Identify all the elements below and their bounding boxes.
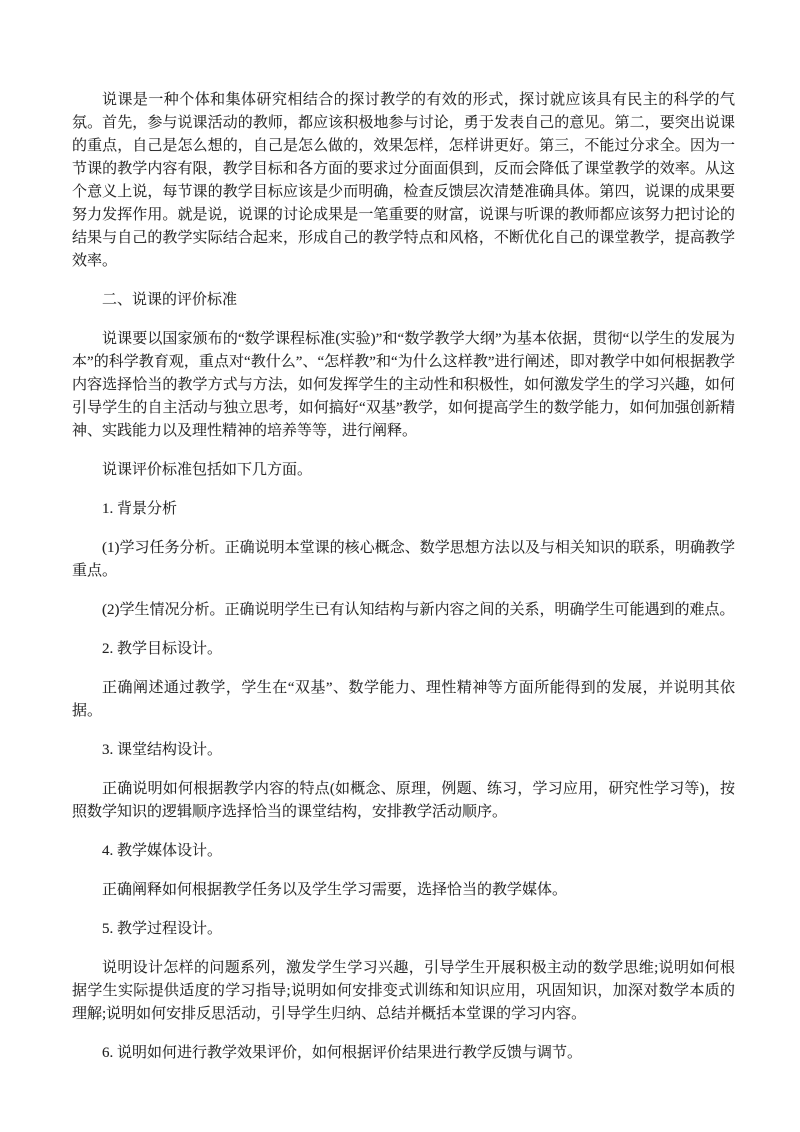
numbered-heading-1: 1. 背景分析 [102, 501, 178, 517]
section-heading: 二、说课的评价标准 [102, 292, 238, 308]
paragraph: 说课评价标准包括如下几方面。 [102, 462, 313, 478]
paragraph: 正确阐释如何根据教学任务以及学生学习需要，选择恰当的教学媒体。 [102, 882, 568, 898]
numbered-heading-4: 4. 教学媒体设计。 [102, 843, 223, 859]
numbered-heading-2: 2. 教学目标设计。 [102, 641, 223, 657]
paragraph: 说明设计怎样的问题系列，激发学生学习兴趣，引导学生开展积极主动的数学思维;说明如何根据学生实际提供适度的学习指导;说明如何安排变式训练和知识应用，巩固知识，加深对数学本质的理解;说明如何安排反思活动，引导学生归纳、总结并概括本堂课的学习内容。 [72, 960, 735, 1022]
paragraph: 正确阐述通过教学，学生在“双基”、数学能力、理性精神等方面所能得到的发展，并说明其依据。 [72, 680, 735, 719]
intro-paragraph: 说课是一种个体和集体研究相结合的探讨教学的有效的形式，探讨就应该具有民主的科学的气氛。首先，参与说课活动的教师，都应该积极地参与讨论，勇于发表自己的意见。第二，要突出说课的重点，自己是怎么想的，自己是怎么做的，效果怎样，怎样讲更好。第三，不能过分求全。因为一节课的教学内容有限，教学目标和各方面的要求过分面面俱到，反而会降低了课堂教学的效率。从这个意义上说，每节课的教学目标应该是少而明确，检查反馈层次清楚准确具体。第四，说课的成果要努力发挥作用。就是说，说课的讨论成果是一笔重要的财富，说课与听课的教师都应该努力把讨论的结果与自己的教学实际结合起来，形成自己的教学特点和风格，不断优化自己的课堂教学，提高教学效率。 [72, 92, 735, 269]
numbered-heading-5: 5. 教学过程设计。 [102, 921, 223, 937]
paragraph: 说课要以国家颁布的“数学课程标准(实验)”和“数学教学大纲”为基本依据，贯彻“以学生的发展为本”的科学教育观，重点对“教什么”、“怎样教”和“为什么这样教”进行阐述，即对教学中如何根据教学内容选择恰当的教学方式与方法，如何发挥学生的主动性和积极性，如何激发学生的学习兴趣，如何引导学生的自主活动与独立思考，如何搞好“双基”教学，如何提高学生的数学能力，如何加强创新精神、实践能力以及理性精神的培养等等，进行阐释。 [72, 331, 735, 439]
numbered-item-6: 6. 说明如何进行教学效果评价，如何根据评价结果进行教学反馈与调节。 [102, 1045, 583, 1061]
numbered-heading-3: 3. 课堂结构设计。 [102, 742, 223, 758]
sub-item-2: (2)学生情况分析。正确说明学生已有认知结构与新内容之间的关系，明确学生可能遇到的难点。 [102, 602, 735, 618]
sub-item-1: (1)学习任务分析。正确说明本堂课的核心概念、数学思想方法以及与相关知识的联系，明确教学重点。 [72, 540, 735, 579]
paragraph: 正确说明如何根据教学内容的特点(如概念、原理，例题、练习，学习应用，研究性学习等)，按照数学知识的逻辑顺序选择恰当的课堂结构，安排教学活动顺序。 [72, 781, 735, 820]
